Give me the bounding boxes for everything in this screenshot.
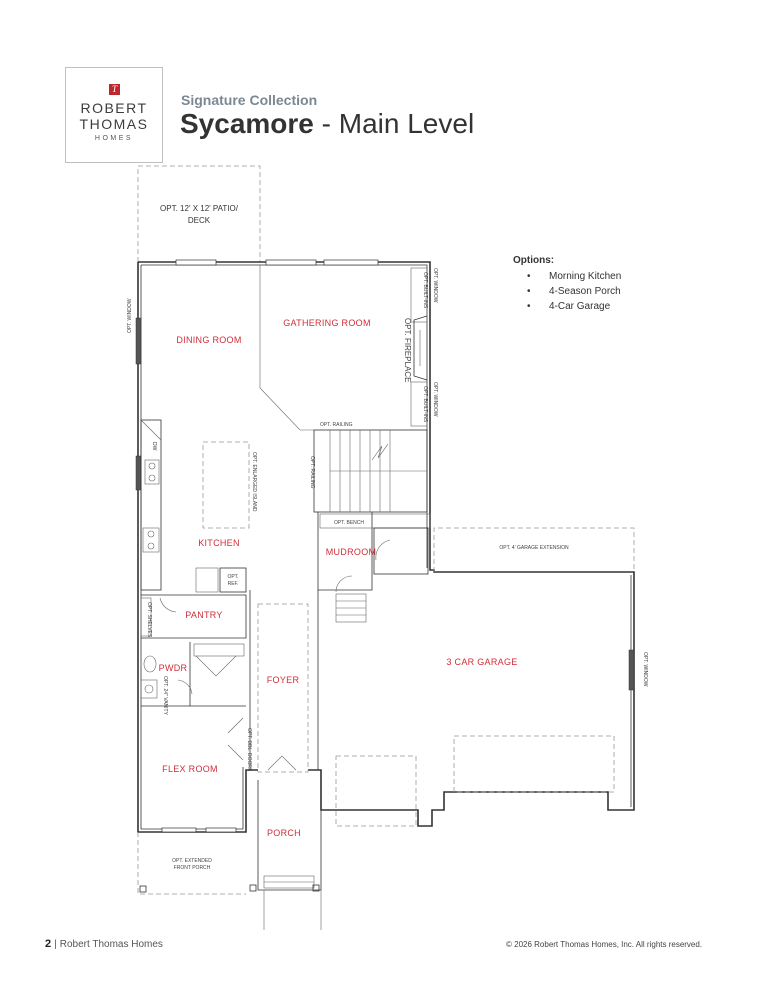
opt-window-garage-note: OPT. WINDOW [642,652,648,687]
porch-area [138,780,321,930]
collection-subtitle: Signature Collection [181,92,318,108]
kitchen-layout [141,420,257,592]
opt-built-ins-top-note: OPT. BUILT-INS [422,272,428,309]
patio-deck-area [138,166,260,262]
option-item: • 4-Season Porch [513,284,621,299]
patio-note-line-1: OPT. 12' X 12' PATIO/ [160,204,238,213]
opt-window-top-note: OPT. WINDOW [432,268,438,303]
footer-page-info [45,938,163,950]
room-label-gathering: GATHERING ROOM [283,318,371,328]
title-level: - Main Level [313,108,475,139]
dishwasher-label: DW [151,442,157,451]
title-model-name: Sycamore [180,108,314,139]
extended-porch-note-2: FRONT PORCH [173,865,211,871]
option-item: • 4-Car Garage [513,299,621,314]
logo-mark: T [109,84,120,95]
flex-room-doors [228,718,252,772]
logo-line-2: THOMAS [79,116,149,132]
opt-fireplace-note: OPT. FIREPLACE [403,318,412,383]
room-labels [159,318,518,838]
room-label-pantry: PANTRY [185,610,223,620]
room-label-dining: DINING ROOM [176,335,242,345]
option-item: • Morning Kitchen [513,269,621,284]
mudroom-area [318,512,430,622]
opt-bench-note: OPT. BENCH [334,520,365,526]
extended-porch-note-1: OPT. EXTENDED [172,858,212,864]
staircase [309,422,427,512]
powder-room-area [141,642,246,716]
footer-divider: | [54,939,57,950]
opt-enlarged-island-note: OPT. ENLARGED ISLAND [251,452,257,512]
room-label-kitchen: KITCHEN [198,538,240,548]
opt-window-left-note: OPT. WINDOW [127,298,133,333]
garage-extension-note: OPT. 4' GARAGE EXTENSION [499,545,569,551]
room-label-pwdr: PWDR [158,663,188,673]
logo-line-3: HOMES [94,135,134,142]
room-label-flex: FLEX ROOM [162,764,218,774]
room-label-garage: 3 CAR GARAGE [446,657,518,667]
patio-note-line-2: DECK [187,216,211,225]
room-label-foyer: FOYER [266,675,300,685]
gathering-room-opening [260,265,314,430]
page-number: 2 [45,938,52,950]
opt-ref-note-2: REF. [227,581,239,587]
fireplace-area [403,268,438,426]
opt-shelves-note: OPT. SHELVES [146,602,152,638]
opt-window-right-note: OPT. WINDOW [432,382,438,417]
opt-dbl-doors-note: OPT. DBL. DOORS [246,728,252,772]
footer-copyright: © 2026 Robert Thomas Homes, Inc. All rights reserved. [506,940,703,949]
opt-vanity-note: OPT. 24" VANITY [162,676,168,715]
logo-line-1: ROBERT [80,100,148,116]
room-label-mudroom: MUDROOM [325,547,377,557]
footer-company: Robert Thomas Homes [59,939,163,950]
options-heading: Options: [513,255,555,266]
opt-railing-vertical-note: OPT. RAILING [309,456,315,489]
room-label-porch: PORCH [266,828,302,838]
opt-ref-note-1: OPT. [227,574,239,580]
opt-railing-horizontal-note: OPT. RAILING [320,422,353,428]
opt-built-ins-bottom-note: OPT. BUILT-INS [422,386,428,423]
